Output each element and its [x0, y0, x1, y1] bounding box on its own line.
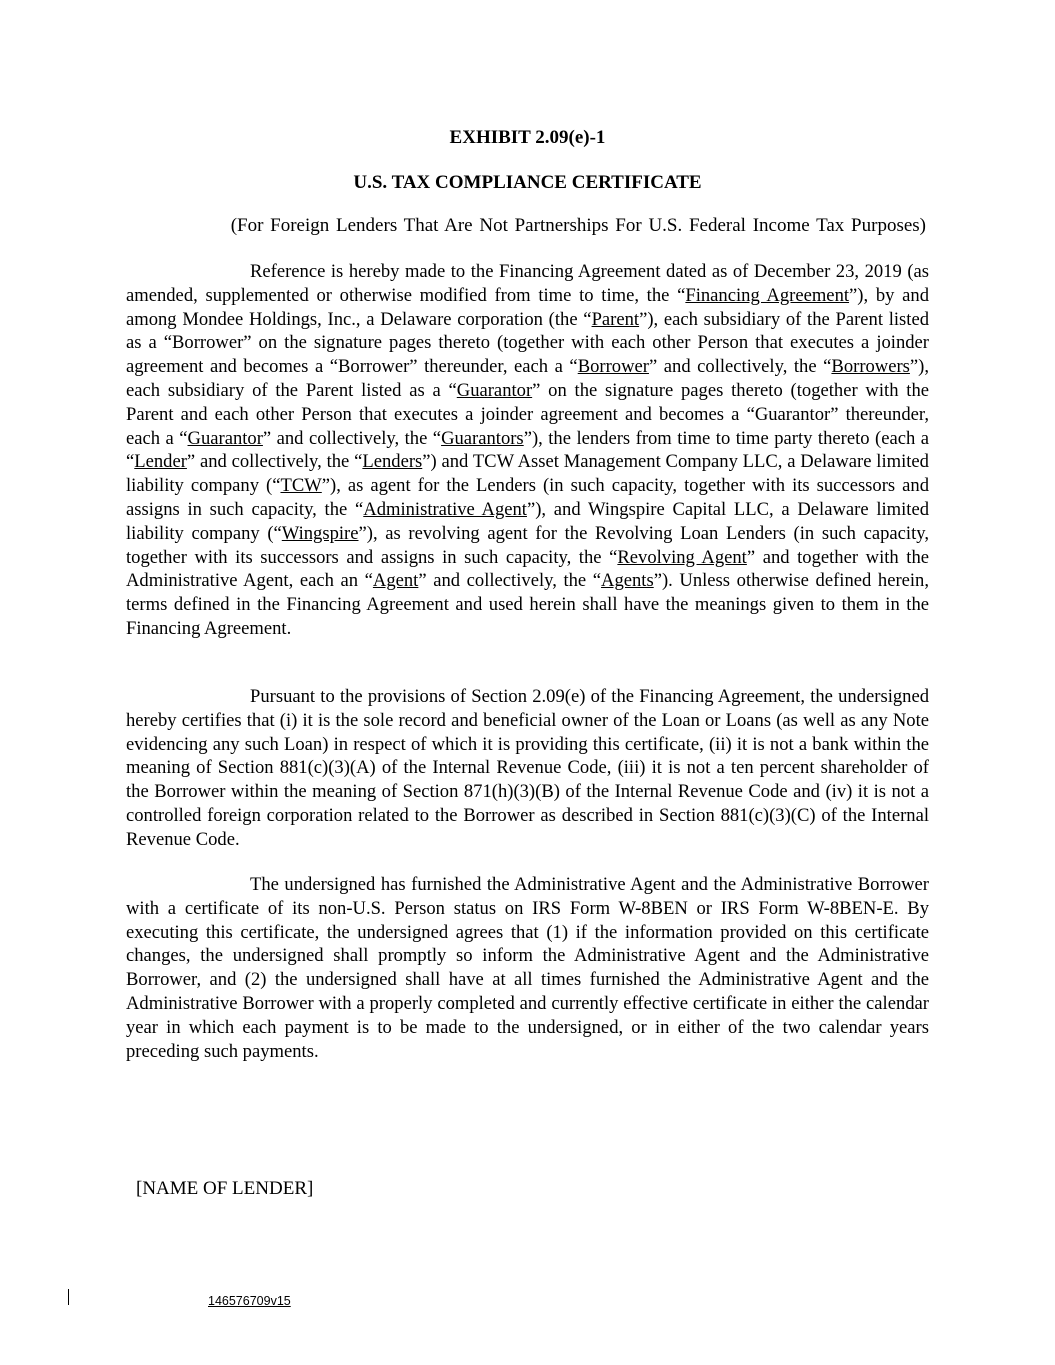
text-run: ”) and TCW Asset Management Company LLC, a Delaware limited liability company (“ — [126, 451, 929, 497]
revision-bar — [68, 1289, 69, 1305]
defined-term-agents: Agents — [601, 570, 654, 592]
exhibit-title: EXHIBIT 2.09(e)-1 — [449, 127, 606, 148]
lender-name-placeholder: [NAME OF LENDER] — [136, 1178, 314, 1199]
defined-term-lenders: Lenders — [362, 451, 423, 473]
defined-term-wingspire: Wingspire — [281, 522, 359, 544]
text-run: ” and together with the Administrative Agent, each an “ — [126, 546, 929, 592]
defined-term-revolving-agent: Revolving Agent — [617, 546, 747, 568]
certificate-subtitle: (For Foreign Lenders That Are Not Partnerships For U.S. Federal Income Tax Purposes) — [230, 215, 926, 236]
defined-term-agent: Agent — [372, 570, 419, 592]
defined-term-tcw: TCW — [280, 475, 322, 497]
furnished-certificate-paragraph: The undersigned has furnished the Administrative Agent and the Administrative Borrower with a certificate of its non-U.S. Person status on IRS Form W-8BEN or IRS Form W-8BEN-E. By executing this certificate, the undersigned agrees that (1) if the information provided on this certificate changes, the undersigned shall promptly so inform the Administrative Agent and the Administrative Borrower, and (2) the undersigned shall have at all times furnished the Administrative Agent and the Administrative Borrower with a properly completed and currently effective certificate in either the calendar year in which each payment is to be made to the undersigned, or in either of the two calendar years preceding such payments. — [126, 874, 929, 1062]
text-run: ” and collectively, the “ — [648, 356, 832, 378]
text-run: ”), as agent for the Lenders (in such capacity, together with its successors and assigns in such capacity, the “ — [126, 475, 929, 520]
defined-term-borrowers: Borrowers — [831, 356, 910, 378]
defined-term-financing-agreement: Financing Agreement — [685, 284, 850, 306]
text-run: ”), each subsidiary of the Parent listed as a “Borrower” on the signature pages thereto (together with each other Person that executes a joinder agreement and becomes a “Borrower” thereunder, each a “ — [126, 308, 930, 378]
defined-term-guarantors: Guarantors — [441, 427, 524, 449]
document-id: 146576709v15 — [208, 1294, 291, 1308]
defined-term-guarantor: Guarantor — [456, 379, 533, 401]
certification-paragraph: Pursuant to the provisions of Section 2.09(e) of the Financing Agreement, the undersigned hereby certifies that (i) it is the sole record and beneficial owner of the Loan or Loans (as well as any Note evidencing any such Loan) in respect of which it is providing this certificate, (ii) it is not a bank within the meaning of Section 881(c)(3)(A) of the Internal Revenue Code, (iii) it is not a ten percent shareholder of the Borrower within the meaning of Section 871(h)(3)(B) of the Internal Revenue Code and (iv) it is not a controlled foreign corporation related to the Borrower as described in Section 881(c)(3)(C) of the Internal Revenue Code. — [126, 686, 929, 850]
defined-term-lender: Lender — [134, 451, 187, 473]
text-run: Reference is hereby made to the Financing Agreement dated as of December 23, 2019 (as amended, supplemented or otherwise modified from time to time, the “ — [126, 261, 929, 306]
text-run: ” on the signature pages thereto (together with the Parent and each other Person that executes a joinder agreement and becomes a “Guarantor” thereunder, each a “ — [126, 379, 929, 449]
defined-term-borrower: Borrower — [577, 356, 649, 378]
defined-term-guarantor: Guarantor — [187, 427, 263, 449]
text-run: ” and collectively, the “ — [262, 427, 442, 449]
text-run: ”), as revolving agent for the Revolving Loan Lenders (in such capacity, together with its successors and assigns in such capacity, the “ — [126, 522, 929, 568]
text-run: ” and collectively, the “ — [418, 570, 602, 592]
text-run: ”), and Wingspire Capital LLC, a Delaware limited liability company (“ — [126, 498, 929, 544]
text-run: ” and collectively, the “ — [186, 451, 363, 473]
defined-term-parent: Parent — [591, 308, 640, 330]
reference-paragraph — [126, 260, 929, 641]
text-run: ”), by and among Mondee Holdings, Inc., a Delaware corporation (the “ — [126, 284, 929, 330]
text-run: ”). Unless otherwise defined herein, terms defined in the Financing Agreement and used herein shall have the meanings given to them in the Financing Agreement. — [126, 570, 930, 639]
text-run: ”), each subsidiary of the Parent listed as a “ — [126, 356, 930, 401]
defined-term-administrative-agent: Administrative Agent — [363, 498, 527, 520]
certificate-heading: U.S. TAX COMPLIANCE CERTIFICATE — [353, 172, 702, 193]
text-run: ”), the lenders from time to time party thereto (each a “ — [126, 427, 930, 473]
